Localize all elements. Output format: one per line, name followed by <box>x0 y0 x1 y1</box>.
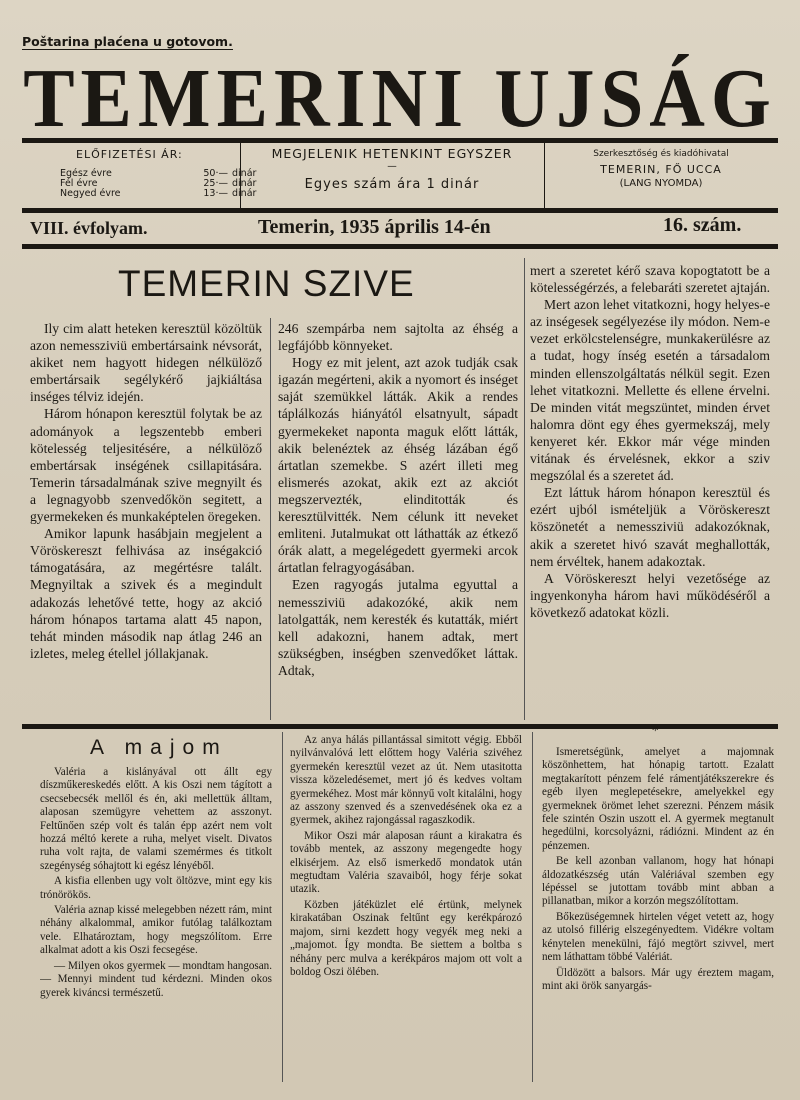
paragraph: Be kell azonban vallanom, hogy hat hónapi áldozatkészség után Valériával szemben egy lépéssel se jutottam tovább mint abban a pillanatban, mikor a korzón megszólítottam. <box>542 855 774 908</box>
paragraph: Három hónapon keresztül folytak be az adományok a legszentebb emberi kötelesség teljesitésére, a nélkülöző embertársak inségének csillapitására. Temerin társadalmának szive megnyilt és a legnagyobb szenvedőkön segitett, a gyermekeken és munkaképtelen öregeken. <box>30 406 262 525</box>
postal-note: Poštarina plaćena u gotovom. <box>22 34 233 49</box>
paragraph: Mert azon lehet vitatkozni, hogy helyes-e az inségesek segélyezése ily módon. Nem-e vezet erkölcstelenségre, munkakerülésre az a tudat, hogy ínség esetén a társadalom minden ellenszolgáltatás nélkül segit. Ezen lehet vitatkozni. Mellette és ellene érvelni. De minden vitát megszüntet, minden érvet halomra dönt egy éhes gyermekszáj, mely kenyeret kér. Ekkor már vége minden vitának és érvelésnek, ekkor a sziv megszólal és a szeretet ád. <box>530 297 770 484</box>
paragraph: Ezt láttuk három hónapon keresztül és ezért ujból ismételjük a Vöröskereszt köszönetét a nemessziviü adakozóknak, akik a szeretet hivó szavát meghallották, nem érvéltek, hanem adakoztak. <box>530 485 770 569</box>
masthead-rule <box>22 138 778 143</box>
frequency-box <box>242 146 542 192</box>
paragraph: mert a szeretet kérő szava kopogtatott be a kötelességérzés, a felebaráti szeretet ajtaján. <box>530 263 770 296</box>
article-column <box>530 262 770 722</box>
price-label: Negyed évre <box>60 188 121 199</box>
column-divider <box>532 732 533 1082</box>
subscription-box <box>60 148 256 199</box>
office-printer: (LANG NYOMDA) <box>619 178 703 189</box>
article-column <box>30 320 262 722</box>
subscription-title: ELŐFIZETÉSI ÁR: <box>76 148 183 161</box>
price-unit: dinár <box>232 168 257 179</box>
paragraph: 246 szempárba nem sajtolta az éhség a legfájóbb könnyeket. <box>278 321 518 354</box>
paragraph: Hogy ez mit jelent, azt azok tudják csak igazán megérteni, akik a nyomort és inséget saját szemükkel látták. Akik a rendes táplálkozás hiányától elsatnyult, sápadt gyermekeket naponta maguk előtt látták, akik belenéztek az éhség lázában égő ártatlan szemekbe. S azért illeti meg elismerés azokat, akik ezt az akciót megszervezték, elinditották és keresztülvitték. Nem célunk itt neveket emliteni. Jutalmukat ott láthatták az étkező órák alatt, a megelégedett gyermeki arcok ártatlan felragyogásában. <box>278 355 518 576</box>
story-column <box>542 746 774 1084</box>
dateline-bottom-rule <box>22 244 778 249</box>
price-amount: 25·— <box>203 178 228 189</box>
paragraph: Az anya hálás pillantással simitott végig. Ebből nyilvánvalóvá lett előttem hogy Valéria szivéhez gyermekén keresztül vezet az út. Nem utasitotta vissza közeledésemet, mert jó és kedves voltam gyermekéhez. Most már könnyű volt kitalálni, hogy az asszony szenved és a szenvedésének oka ez a gyermek, akihez rajongással ragaszkodik. <box>290 734 522 827</box>
paragraph: Valéria a kislányával ott állt egy díszműkereskedés előtt. A kis Oszi nem tágított a csecsebecsék mellől és én, aki mellettük álltam, alaposan szemügyre vehettem az asszonyt. Feltűnően szép volt és talán épp azért nem volt hozzá méltó kerete a ruha, melyet viselt. Divatos ruha volt rajta, de valami szemérmes és titkolt szegénység sóhajtott ki egész lényéből. <box>40 766 272 872</box>
article-column <box>278 320 518 722</box>
paragraph: A kisfia ellenben ugy volt öltözve, mint egy kis trónörökös. <box>40 875 272 901</box>
price-unit: dinár <box>232 188 257 199</box>
column-divider <box>282 732 283 1082</box>
paragraph: Közben játéküzlet elé értünk, melynek kirakatában Oszinak feltűnt egy kerékpározó majom, sirni kezdett hogy vegyék meg neki a „majomot. Így mondta. Be siettem a boltba s néhány perc mulva a kerékpáros majom ott volt a boldog Oszi ölében. <box>290 898 522 978</box>
paragraph: Bőkezüségemnek hirtelen véget vetett az, hogy az utolsó fillérig elszegényedtem. Vidékre voltam kénytelen menekülni, fájó megtört szivvel, mert nem láthattam többé Valériát. <box>542 910 774 964</box>
story-title: A majom <box>90 736 228 759</box>
office-line: Szerkesztőség és kiadóhivatal <box>593 149 729 159</box>
paragraph: Üldözött a balsors. Már ugy éreztem magam, mint aki örök sanyargás- <box>542 966 774 992</box>
paragraph: Mikor Oszi már alaposan ráunt a kirakatra és tovább mentek, az asszony megengedte hogy elkisérjem. Az első ismerkedő mondatok után megtudtam Valéria szavaiból, hogy férje sokat utazik. <box>290 829 522 896</box>
price-row <box>60 189 256 199</box>
box-divider <box>240 140 241 208</box>
box-divider <box>544 140 545 208</box>
price-label: Fél évre <box>60 178 98 189</box>
issue-date: Temerin, 1935 április 14-én <box>258 216 491 238</box>
column-divider <box>270 318 271 720</box>
price-unit: dinár <box>232 178 257 189</box>
paragraph: A Vöröskereszt helyi vezetősége az ingyenkonyha három havi működéséről a következő adatokat közli. <box>530 570 770 620</box>
issue-number: 16. szám. <box>663 214 742 236</box>
paragraph: Valéria aznap kissé melegebben nézett rám, mint néhány alkalommal, amikor futólag találkoztam vele. Elhatároztam, hogy megszólítom. Erre alkalmat adott a kis Oszi fecsegése. <box>40 904 272 957</box>
office-box <box>546 148 776 190</box>
section-rule <box>22 724 778 729</box>
frequency-text: MEGJELENIK HETENKINT EGYSZER <box>271 146 513 161</box>
story-column <box>290 734 522 1084</box>
paragraph: Amikor lapunk hasábjain megjelent a Vöröskereszt felhivása az inségakció támogatására, az megértésre talált. Megnyiltak a szivek és a megindult adakozás lehetővé tette, hogy az akció három hónapos tartama alatt 45 napon, tehát minden második nap átlag 246 an izletes, meleg étellel jóllakjanak. <box>30 526 262 661</box>
newspaper-title: TEMERINI UJSÁG <box>23 51 777 145</box>
paragraph: Ismeretségünk, amelyet a majomnak köszönhettem, hat hónapig tartott. Ezalatt megtakarított pénzem felé rámentjátékszerekre és egéb ilyen meglepetésekre, amelyekkel egy gyermeknek örömet lehet szerezni. Pénzem másik fele szintén Oszin uszott el. A gyermek megtanult hegedülni, korcsolyázni, rádiózni. Mindent az én pénzemen. <box>542 746 774 852</box>
office-address: TEMERIN, FŐ UCCA <box>600 163 722 176</box>
price-label: Egész évre <box>60 168 112 179</box>
article-title: TEMERIN SZIVE <box>118 263 415 304</box>
single-price: Egyes szám ára 1 dinár <box>304 177 480 192</box>
paragraph: — Milyen okos gyermek — mondtam hangosan. — Mennyi mindent tud kérdezni. Minden okos gyerek kiváncsi természetű. <box>40 959 272 999</box>
story-column <box>40 766 272 1084</box>
dateline-top-rule <box>22 208 778 213</box>
section-star: * <box>652 724 659 739</box>
price-amount: 50·— <box>203 168 228 179</box>
column-divider <box>524 258 525 720</box>
paragraph: Ily cim alatt heteken keresztül közöltük azon nemessziviü embertársaink névsorát, akiket nem hagyott hidegen nélkülöző embertársaik segélykérő jajkiáltása inséges télviz idején. <box>30 321 262 405</box>
frequency-dash: — <box>387 161 397 172</box>
paragraph: Ezen ragyogás jutalma egyuttal a nemessziviü adakozóké, akik nem latolgatták, nem keresték és kutatták, miért kell adakozni, hanem adtak, mert szükségben, inségben szenvedőket láttak. Adtak, <box>278 577 518 678</box>
volume: VIII. évfolyam. <box>30 218 148 238</box>
price-amount: 13·— <box>203 188 228 199</box>
